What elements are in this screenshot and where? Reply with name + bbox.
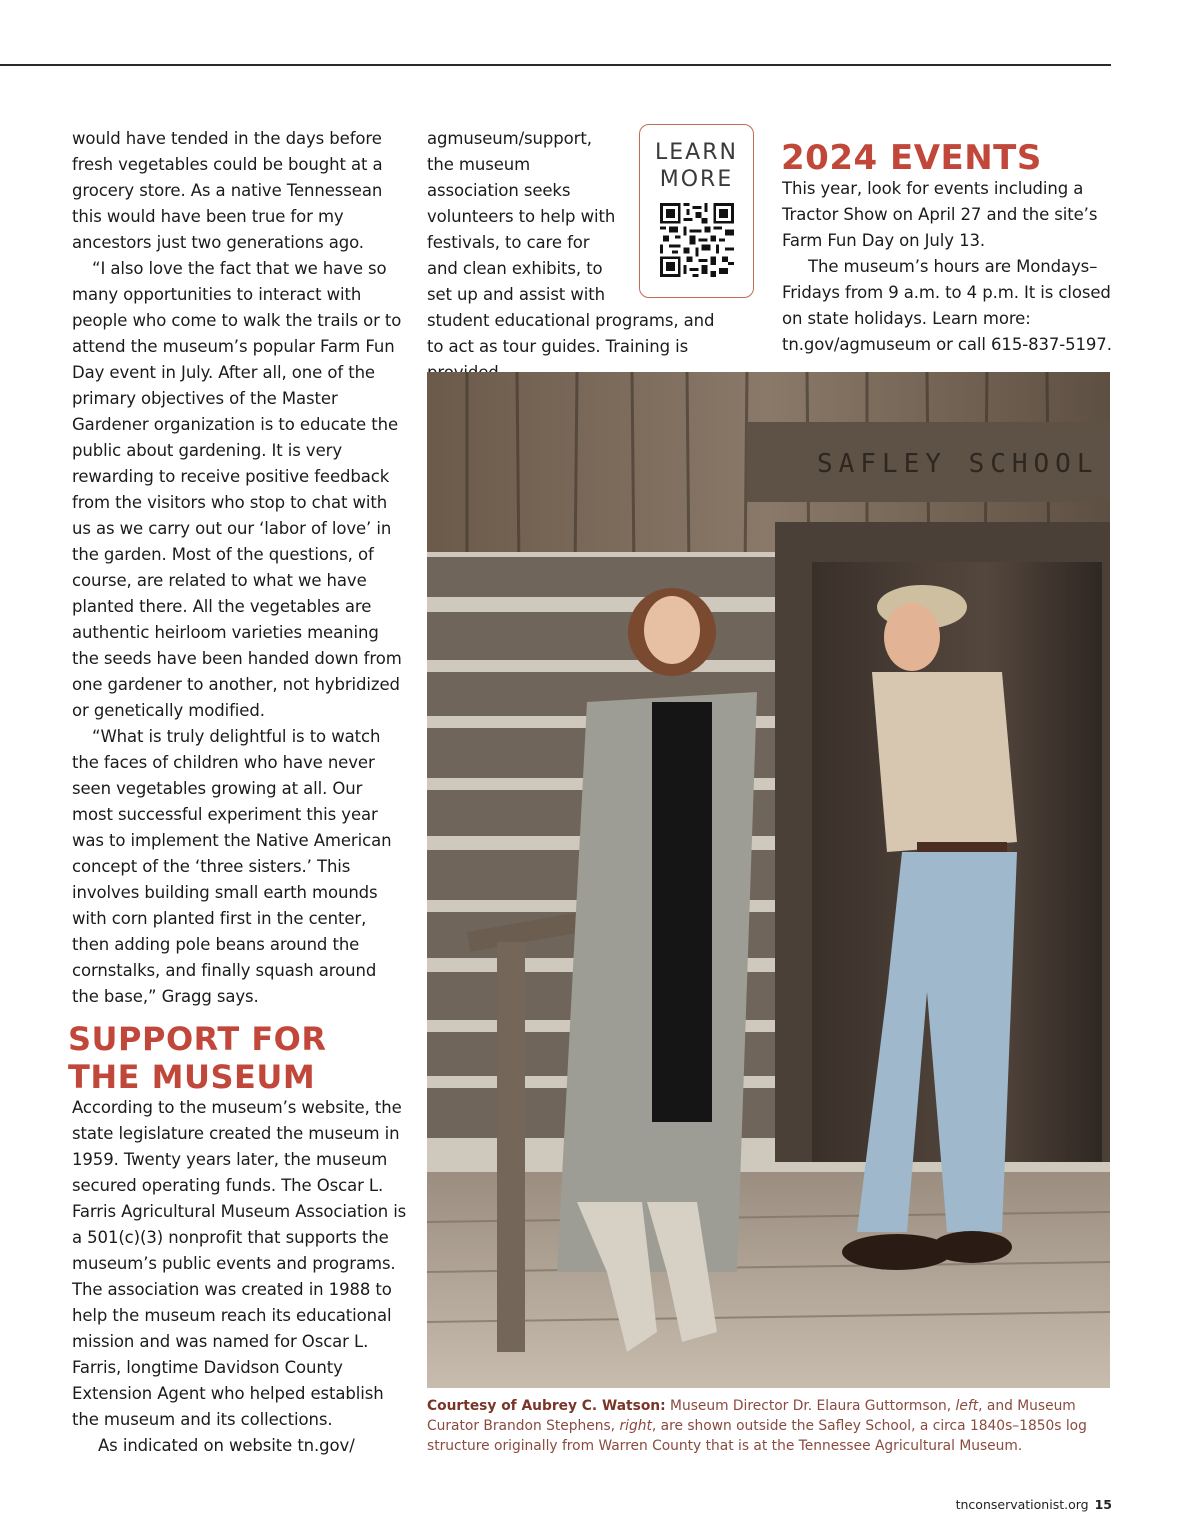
caption-right: right <box>619 1418 652 1434</box>
paragraph: agmuseum/support, the museum association seeks volunteers to help with festivals, to care for and clean exhibits, to set up and assist with student educational programs, and to act as tour guides. Training is <box>427 129 715 356</box>
support-text <box>72 1095 408 1459</box>
sign-text: SAFLEY SCHOOL <box>817 449 1099 479</box>
paragraph: This year, look for events including a Tractor Show on April 27 and the site’s Farm Fun Day on July 13. <box>782 179 1098 250</box>
more-label: MORE <box>659 167 734 192</box>
footer <box>956 1497 1112 1512</box>
learn-more-box[interactable] <box>639 124 754 298</box>
photo-credit: Courtesy of Aubrey C. Watson: <box>427 1398 666 1414</box>
caption-text: Museum Director Dr. Elaura Guttormson, <box>665 1398 956 1414</box>
paragraph: The museum’s hours are Mondays–Fridays from 9 a.m. to 4 p.m. It is closed on state holidays. Learn more: tn.gov/agmuseum or call 615-837-5197. <box>782 257 1112 354</box>
column-3 <box>782 176 1112 358</box>
qr-code-icon[interactable] <box>660 203 734 277</box>
caption-text: , are shown outside the Safley School, a circa 1840s–1850s log structure originally from Warren County that is at the Tennessee Agricultural Museum. <box>427 1418 1087 1454</box>
top-rule <box>0 64 1111 66</box>
photo-illustration <box>427 372 1110 1388</box>
caption-left: left <box>955 1398 979 1414</box>
learn-label: LEARN <box>655 140 738 165</box>
learn-more-label <box>640 139 753 193</box>
paragraph: As indicated on website tn.gov/ <box>98 1436 355 1455</box>
page-number: 15 <box>1094 1497 1112 1512</box>
paragraph: would have tended in the days before fresh vegetables could be bought at a grocery store. As a native Tennessean this would have been true for my ancestors just two generations ago. <box>72 129 383 252</box>
events-heading: 2024 EVENTS <box>781 138 1042 178</box>
column-1 <box>72 126 408 1010</box>
paragraph: “I also love the fact that we have so many opportunities to interact with people who come to walk the trails or to attend the museum’s popular Farm Fun Day event in July. After all, one of the primary objectives of the Master Gardener organization is to educate the public about gardening. It is very rewarding to receive positive feedback from the visitors who stop to chat with us as we carry out our ‘labor of love’ in the garden. Most of the questions, of course, are related to what we have planted there. All the vegetables are authentic heirloom varieties meaning the seeds have been handed down from one gardener to another, not hybridized or genetically modified. <box>72 259 402 720</box>
photo-caption <box>427 1396 1117 1456</box>
paragraph: According to the museum’s website, the state legislature created the museum in 1959. Twenty years later, the museum secured operating funds. The Oscar L. Farris Agricultural Museum Association is a 501(c)(3) nonprofit that supports the museum’s public events and programs. The association was created in 1988 to help the museum reach its educational mission and was named for Oscar L. Farris, longtime Davidson County Extension Agent who helped establish the museum and its collections. <box>72 1098 407 1429</box>
footer-site[interactable]: tnconservationist.org <box>955 1497 1089 1512</box>
photo-safley-school <box>427 372 1110 1388</box>
support-heading: SUPPORT FOR THE MUSEUM <box>68 1020 327 1096</box>
caption-text: , and Museum Curator Brandon Stephens, <box>427 1398 1076 1434</box>
paragraph: “What is truly delightful is to watch the faces of children who have never seen vegetables growing at all. Our most successful experiment this year was to implement the Native American concept of the ‘three sisters.’ This involves building small earth mounds with corn planted first in the center, then adding pole beans around the cornstalks, and finally squash around the base,” Gragg says. <box>72 727 392 1006</box>
